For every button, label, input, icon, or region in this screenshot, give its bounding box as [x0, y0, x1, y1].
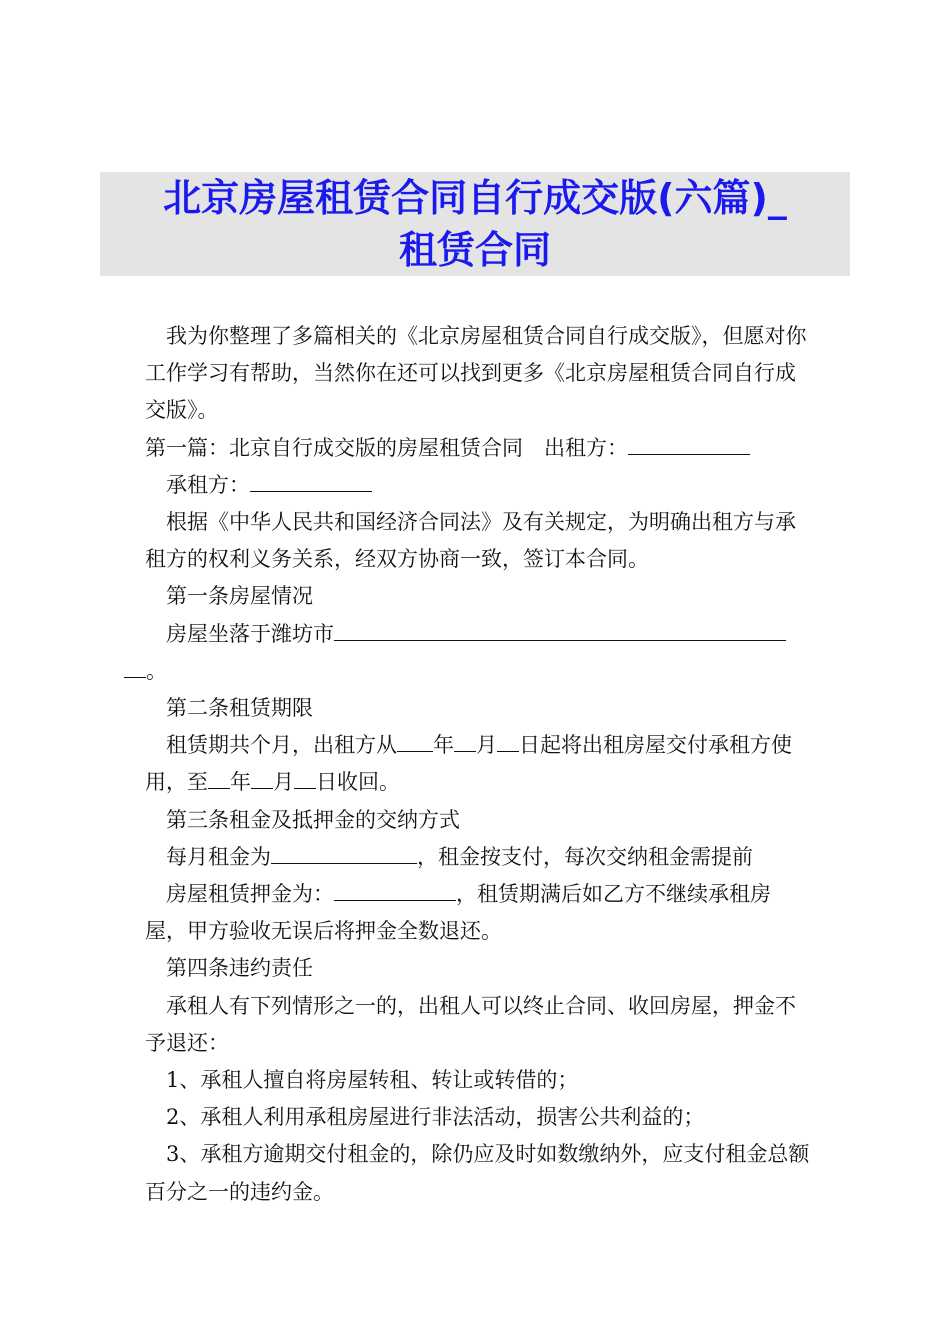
- intro-paragraph: 我为你整理了多篇相关的《北京房屋租赁合同自行成交版》，但愿对你工作学习有帮助，当然你在还可以找到更多《北京房屋租赁合同自行成交版》。: [145, 324, 807, 423]
- location-blank-cont: [124, 659, 146, 678]
- paragraph-basis: 根据《中华人民共和国经济合同法》及有关规定，为明确出租方与承租方的权利义务关系，经双方协商一致，签订本合同。: [145, 510, 796, 572]
- term-text-f: 月: [273, 770, 294, 795]
- title-line-2: 租赁合同: [100, 224, 850, 276]
- term-text-d: 日起将出租房屋交付承租方使用，至: [145, 733, 792, 795]
- start-year-blank: [397, 733, 433, 752]
- deposit-text-b: ，租赁期满后如乙方不继续承租房屋，甲方验收无误后将押金全数退还。: [145, 882, 771, 944]
- paragraph-rent: [145, 839, 810, 876]
- list-item-1: 1、承租人擅自将房屋转租、转让或转借的；: [166, 1068, 579, 1093]
- list-item-3: 3、承租方逾期交付租金的，除仍应及时如数缴纳外，应支付租金总额百分之一的违约金。: [145, 1142, 810, 1204]
- end-month-blank: [251, 770, 273, 789]
- heading-article-3: 第三条租金及抵押金的交纳方式: [166, 807, 460, 832]
- document-body: [145, 318, 810, 1211]
- location-end: 。: [146, 658, 167, 683]
- term-text-e: 年: [230, 770, 251, 795]
- term-text-g: 日收回。: [316, 770, 400, 795]
- start-month-blank: [454, 733, 476, 752]
- rent-text-b: ，租金按支付，每次交纳租金需提前: [417, 844, 753, 869]
- paragraph-breach: 承租人有下列情形之一的，出租人可以终止合同、收回房屋，押金不予退还：: [145, 993, 796, 1055]
- first-article-text: 第一篇：北京自行成交版的房屋租赁合同 出租方：: [145, 435, 628, 460]
- heading-article-4: 第四条违约责任: [166, 956, 313, 981]
- location-text: 房屋坐落于潍坊市: [166, 621, 334, 646]
- term-text-b: 年: [433, 733, 454, 758]
- lessee-blank: [250, 473, 372, 492]
- list-item-2: 2、承租人利用承租房屋进行非法活动，损害公共利益的；: [166, 1105, 705, 1130]
- term-text-a: 租赁期共个月，出租方从: [166, 733, 397, 758]
- lessor-blank: [628, 436, 750, 455]
- start-day-blank: [497, 733, 519, 752]
- end-year-blank: [208, 770, 230, 789]
- lessee-label: 承租方：: [166, 472, 250, 497]
- title-line-1: 北京房屋租赁合同自行成交版(六篇)_: [100, 172, 850, 224]
- heading-article-2: 第二条租赁期限: [166, 696, 313, 721]
- rent-text-a: 每月租金为: [166, 844, 271, 869]
- heading-article-1: 第一条房屋情况: [166, 584, 313, 609]
- paragraph-first-article: [145, 430, 810, 467]
- deposit-blank: [334, 882, 456, 901]
- location-blank: [334, 622, 786, 641]
- paragraph-term: [145, 727, 810, 801]
- deposit-text-a: 房屋租赁押金为：: [166, 882, 334, 907]
- term-text-c: 月: [476, 733, 497, 758]
- paragraph-deposit: [145, 876, 810, 950]
- rent-blank: [271, 845, 417, 864]
- end-day-blank: [294, 770, 316, 789]
- document-title: [100, 172, 850, 276]
- paragraph-lessee: [145, 467, 810, 504]
- paragraph-location: [145, 616, 810, 690]
